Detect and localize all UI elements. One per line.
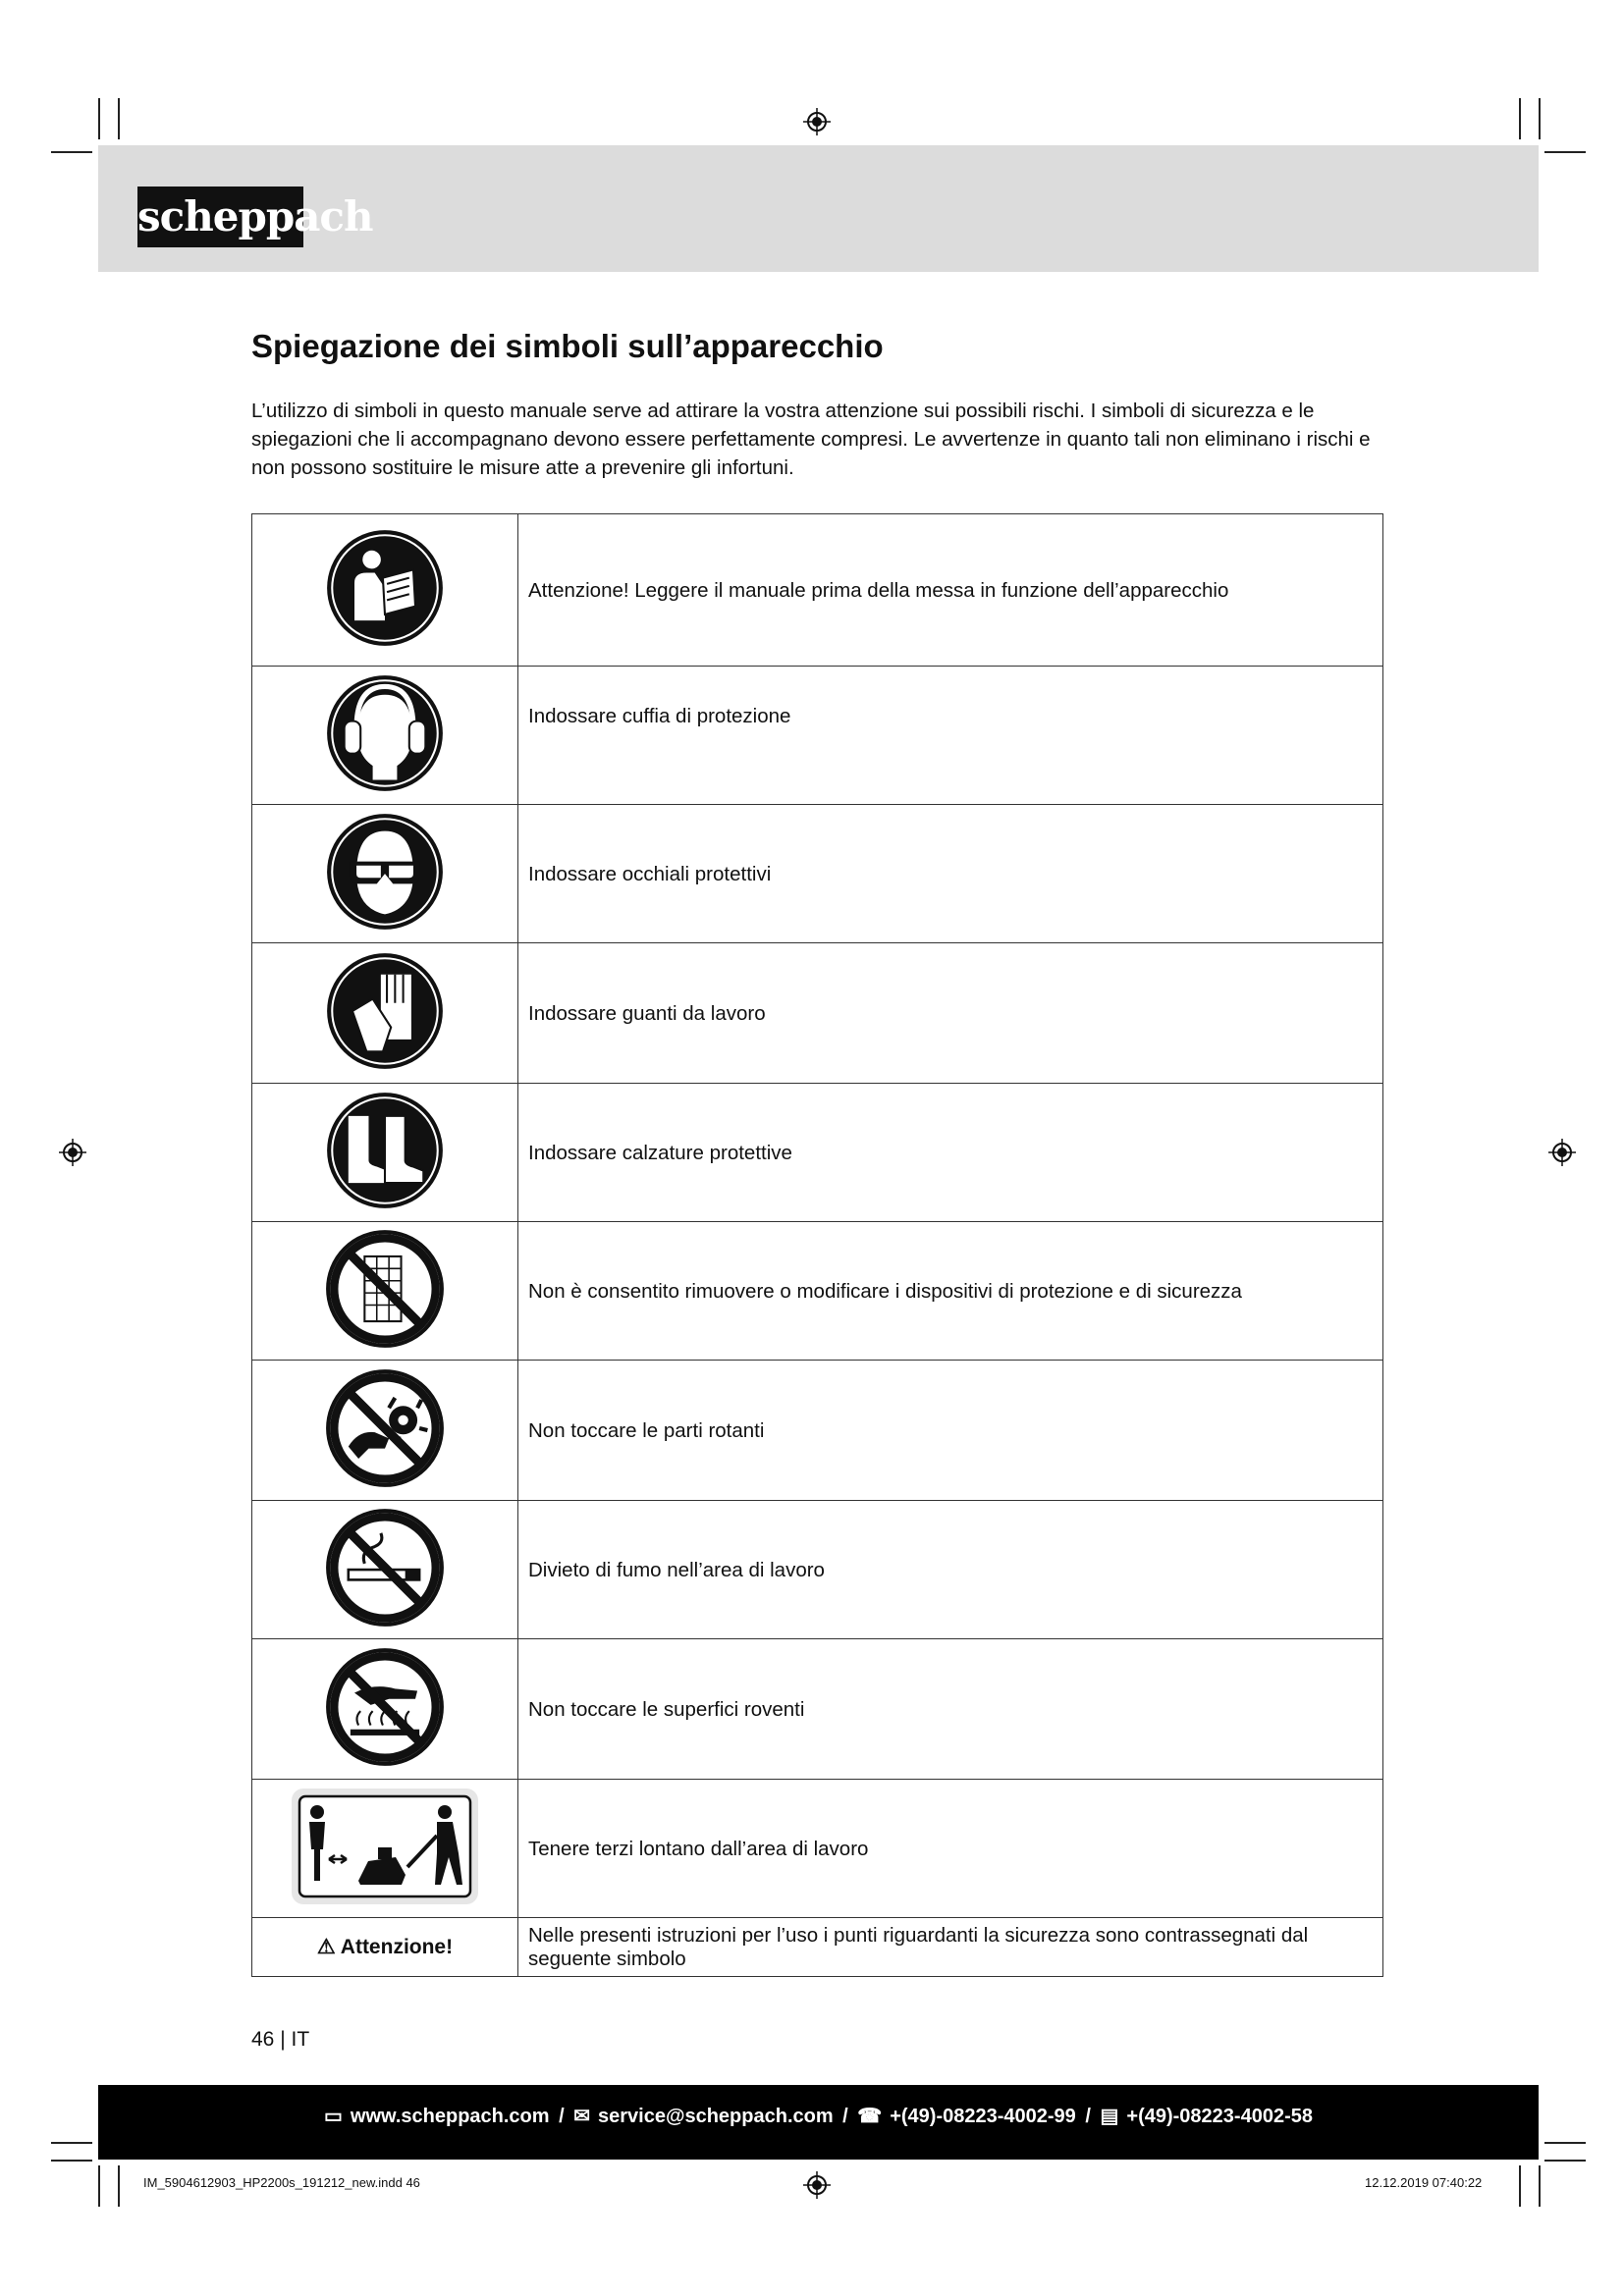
symbol-description: Non toccare le parti rotanti bbox=[518, 1361, 1383, 1501]
footer-phone: +(49)-08223-4002-99 bbox=[890, 2106, 1076, 2127]
symbol-description: Tenere terzi lontano dall’area di lavoro bbox=[518, 1780, 1383, 1918]
symbol-description: Indossare calzature protettive bbox=[518, 1084, 1383, 1222]
table-row bbox=[252, 943, 1383, 1084]
table-row bbox=[252, 1918, 1383, 1977]
table-row bbox=[252, 1084, 1383, 1222]
footer-website[interactable]: www.scheppach.com bbox=[350, 2106, 550, 2127]
crop-mark bbox=[51, 2160, 92, 2162]
warning-description: Nelle presenti istruzioni per l’uso i punti riguardanti la sicurezza sono contrassegnati dal seguente simbolo bbox=[518, 1918, 1383, 1977]
table-row bbox=[252, 1780, 1383, 1918]
crop-mark bbox=[1519, 2165, 1521, 2207]
no-touch-rotating-icon bbox=[324, 1367, 446, 1489]
brand-logo: scheppach bbox=[137, 187, 303, 247]
registration-mark-icon bbox=[803, 2171, 831, 2199]
icon-cell bbox=[252, 943, 518, 1084]
table-row bbox=[252, 805, 1383, 943]
eye-protection-icon bbox=[324, 811, 446, 933]
crop-mark bbox=[1539, 2165, 1541, 2207]
page-title: Spiegazione dei simboli sull’apparecchio bbox=[251, 328, 884, 364]
table-row bbox=[252, 667, 1383, 805]
icon-cell bbox=[252, 1361, 518, 1501]
crop-mark bbox=[1539, 98, 1541, 139]
icon-cell bbox=[252, 805, 518, 943]
symbols-table bbox=[251, 513, 1383, 1977]
crop-mark bbox=[51, 2142, 92, 2144]
crop-mark bbox=[118, 98, 120, 139]
footer-email[interactable]: service@scheppach.com bbox=[598, 2106, 834, 2127]
footer-fax: +(49)-08223-4002-58 bbox=[1126, 2106, 1313, 2127]
crop-mark bbox=[118, 2165, 120, 2207]
crop-mark bbox=[1544, 2142, 1586, 2144]
symbol-description: Divieto di fumo nell’area di lavoro bbox=[518, 1501, 1383, 1639]
phone-icon: ☎ bbox=[857, 2106, 883, 2127]
table-row bbox=[252, 514, 1383, 667]
icon-cell bbox=[252, 1780, 518, 1918]
crop-mark bbox=[1544, 151, 1586, 153]
table-row bbox=[252, 1222, 1383, 1361]
ear-protection-icon bbox=[324, 672, 446, 794]
keep-bystanders-away-icon bbox=[290, 1787, 480, 1906]
computer-icon: ▭ bbox=[324, 2106, 343, 2127]
no-smoking-icon bbox=[324, 1507, 446, 1629]
registration-mark-icon bbox=[803, 108, 831, 135]
icon-cell bbox=[252, 1639, 518, 1780]
crop-mark bbox=[98, 2165, 100, 2207]
symbol-description: Indossare cuffia di protezione bbox=[518, 667, 1383, 805]
no-touch-hot-icon bbox=[324, 1646, 446, 1768]
crop-mark bbox=[98, 98, 100, 139]
mail-icon: ✉ bbox=[573, 2106, 590, 2127]
warning-triangle-icon: ⚠ bbox=[316, 1936, 336, 1958]
table-row bbox=[252, 1361, 1383, 1501]
footer-band: ▭ www.scheppach.com / ✉ service@scheppach.com / ☎ +(49)-08223-4002-99 / ▤ +(49)-08223-4002-58 bbox=[98, 2085, 1539, 2160]
symbol-description: Indossare guanti da lavoro bbox=[518, 943, 1383, 1084]
symbol-description: Non è consentito rimuovere o modificare i dispositivi di protezione e di sicurezza bbox=[518, 1222, 1383, 1361]
symbol-description: Non toccare le superfici roventi bbox=[518, 1639, 1383, 1780]
icon-cell bbox=[252, 1501, 518, 1639]
icon-cell bbox=[252, 1222, 518, 1361]
icon-cell bbox=[252, 1084, 518, 1222]
crop-mark bbox=[1544, 2160, 1586, 2162]
page-number: 46 | IT bbox=[251, 2028, 310, 2051]
table-row bbox=[252, 1639, 1383, 1780]
warning-label-cell bbox=[252, 1918, 518, 1977]
registration-mark-icon bbox=[1548, 1139, 1576, 1166]
fax-icon: ▤ bbox=[1100, 2106, 1119, 2127]
symbol-description: Indossare occhiali protettivi bbox=[518, 805, 1383, 943]
intro-paragraph: L’utilizzo di simboli in questo manuale serve ad attirare la vostra attenzione sui possibili rischi. I simboli di sicurezza e le spiegazioni che li accompagnano devono essere perfettamente compresi. Le avvertenze in quanto tali non eliminano i rischi e non possono sostituire le misure atte a prevenire gli infortuni. bbox=[251, 400, 1371, 479]
crop-mark bbox=[51, 151, 92, 153]
read-manual-icon bbox=[324, 527, 446, 649]
table-row bbox=[252, 1501, 1383, 1639]
gloves-icon bbox=[324, 950, 446, 1072]
registration-mark-icon bbox=[59, 1139, 86, 1166]
crop-mark bbox=[1519, 98, 1521, 139]
icon-cell bbox=[252, 667, 518, 805]
slug-filename: IM_5904612903_HP2200s_191212_new.indd 46 bbox=[143, 2175, 420, 2190]
slug-timestamp: 12.12.2019 07:40:22 bbox=[1365, 2175, 1483, 2190]
icon-cell bbox=[252, 514, 518, 667]
symbol-description: Attenzione! Leggere il manuale prima della messa in funzione dell’apparecchio bbox=[518, 514, 1383, 667]
warning-label: Attenzione! bbox=[340, 1936, 454, 1958]
safety-boots-icon bbox=[324, 1090, 446, 1211]
no-remove-guard-icon bbox=[324, 1228, 446, 1350]
